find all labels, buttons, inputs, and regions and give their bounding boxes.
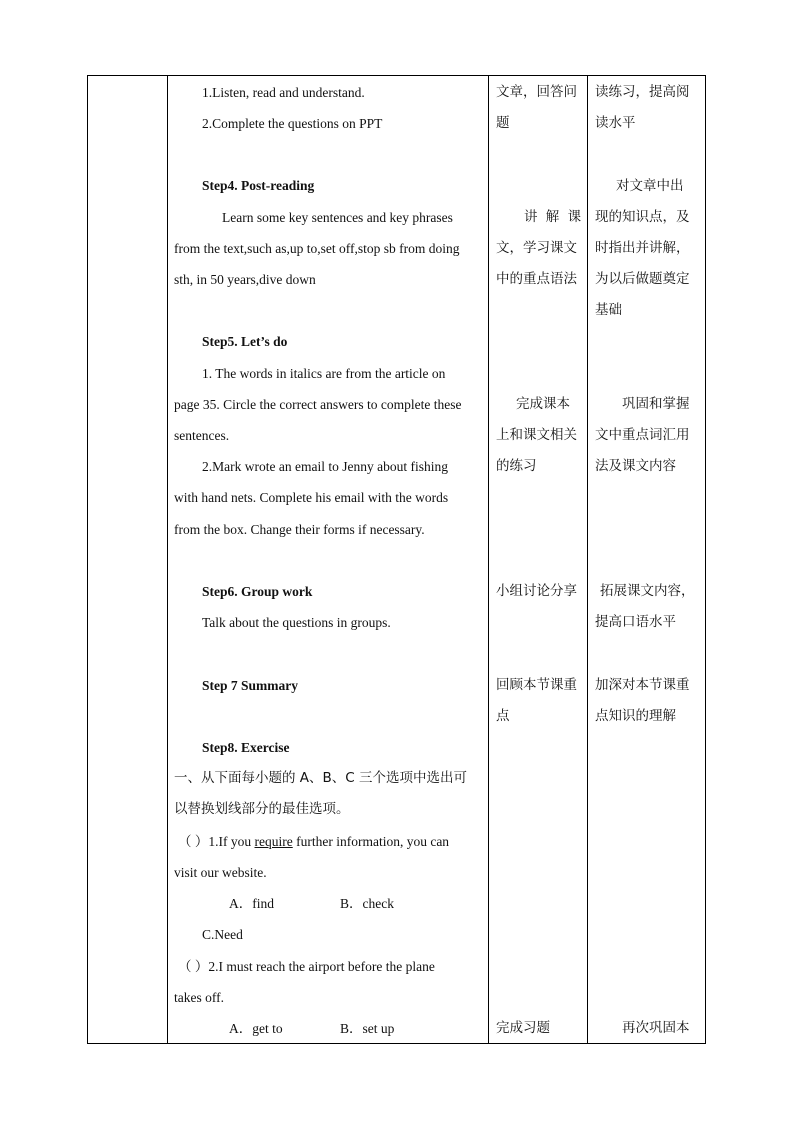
activity-text: 文章，回答问 — [496, 84, 577, 100]
step5-text: with hand nets. Complete his email with the words — [174, 490, 449, 505]
purpose-text: 提高口语水平 — [595, 614, 676, 630]
exercise-instruction: 一、从下面每小题的 A、B、C 三个选项中选出可 — [174, 770, 468, 786]
activity-text: 上和课文相关 — [496, 427, 577, 443]
activity-text: 的练习 — [496, 458, 537, 474]
step8-heading: Step8. Exercise — [202, 740, 290, 755]
activity-text: 题 — [496, 115, 510, 131]
question-2 — [178, 958, 435, 975]
step4-heading: Step4. Post-reading — [202, 178, 315, 193]
question-text: takes off. — [174, 990, 224, 1005]
purpose-text: 时指出并讲解， — [595, 240, 690, 256]
reading-task-1: 1.Listen, read and understand. — [202, 85, 365, 100]
activity-text: 讲 解 课 — [524, 209, 582, 225]
question-text: the airport before the plane — [288, 959, 435, 974]
option-a: A．get to — [229, 1021, 283, 1036]
step6-text: Talk about the questions in groups. — [202, 615, 391, 630]
question-text: visit our website. — [174, 865, 267, 880]
purpose-text: 现的知识点，及 — [595, 209, 690, 225]
step4-text: Learn some key sentences and key phrases — [222, 210, 453, 225]
option-b: B．check — [340, 896, 394, 911]
activity-text: 点 — [496, 708, 510, 724]
reading-task-2: 2.Complete the questions on PPT — [202, 116, 383, 131]
step6-heading: Step6. Group work — [202, 584, 313, 599]
activity-text: 完成课本 — [516, 396, 570, 412]
step4-text: sth, in 50 years,dive down — [174, 272, 316, 287]
question-paren: （ ）1.If you — [178, 834, 252, 849]
purpose-text: 文中重点词汇用 — [595, 427, 690, 443]
purpose-text: 读练习，提高阅 — [595, 84, 690, 100]
option-b: B．set up — [340, 1021, 395, 1036]
option-a: A．find — [229, 896, 274, 911]
step5-text: from the box. Change their forms if necessary. — [174, 522, 425, 537]
purpose-text: 再次巩固本 — [622, 1020, 690, 1036]
purpose-text: 拓展课文内容， — [600, 583, 695, 599]
step5-text: 2.Mark wrote an email to Jenny about fishing — [202, 459, 448, 474]
purpose-text: 巩固和掌握 — [622, 396, 690, 412]
purpose-text: 加深对本节课重 — [595, 677, 690, 693]
exercise-instruction: 以替换划线部分的最佳选项。 — [174, 801, 350, 817]
activity-text: 小组讨论分享 — [496, 583, 577, 599]
question-word: reach — [256, 959, 286, 974]
option-c: C.Need — [202, 927, 243, 942]
activity-text: 文，学习课文 — [496, 240, 577, 256]
step5-text: sentences. — [174, 428, 230, 443]
step5-text: 1. The words in italics are from the article on — [202, 366, 446, 381]
activity-text: 中的重点语法 — [496, 271, 577, 287]
purpose-text: 读水平 — [595, 115, 636, 131]
question-text: further information, you can — [296, 834, 450, 849]
step5-text: page 35. Circle the correct answers to complete these — [174, 397, 462, 412]
purpose-text: 法及课文内容 — [595, 458, 676, 474]
step7-heading: Step 7 Summary — [202, 678, 299, 693]
activity-text: 回顾本节课重 — [496, 677, 577, 693]
underlined-word: require — [254, 834, 293, 849]
column-divider — [587, 76, 588, 1043]
activity-text: 完成习题 — [496, 1020, 550, 1036]
question-paren: （ ）2.I must — [178, 959, 253, 974]
purpose-text: 为以后做题奠定 — [595, 271, 690, 287]
step5-heading: Step5. Let’s do — [202, 334, 288, 349]
purpose-text: 对文章中出 — [616, 178, 684, 194]
column-divider — [167, 76, 168, 1043]
column-divider — [488, 76, 489, 1043]
step4-text: from the text,such as,up to,set off,stop sb from doing — [174, 241, 460, 256]
question-1 — [178, 833, 449, 850]
purpose-text: 点知识的理解 — [595, 708, 676, 724]
purpose-text: 基础 — [595, 302, 622, 318]
